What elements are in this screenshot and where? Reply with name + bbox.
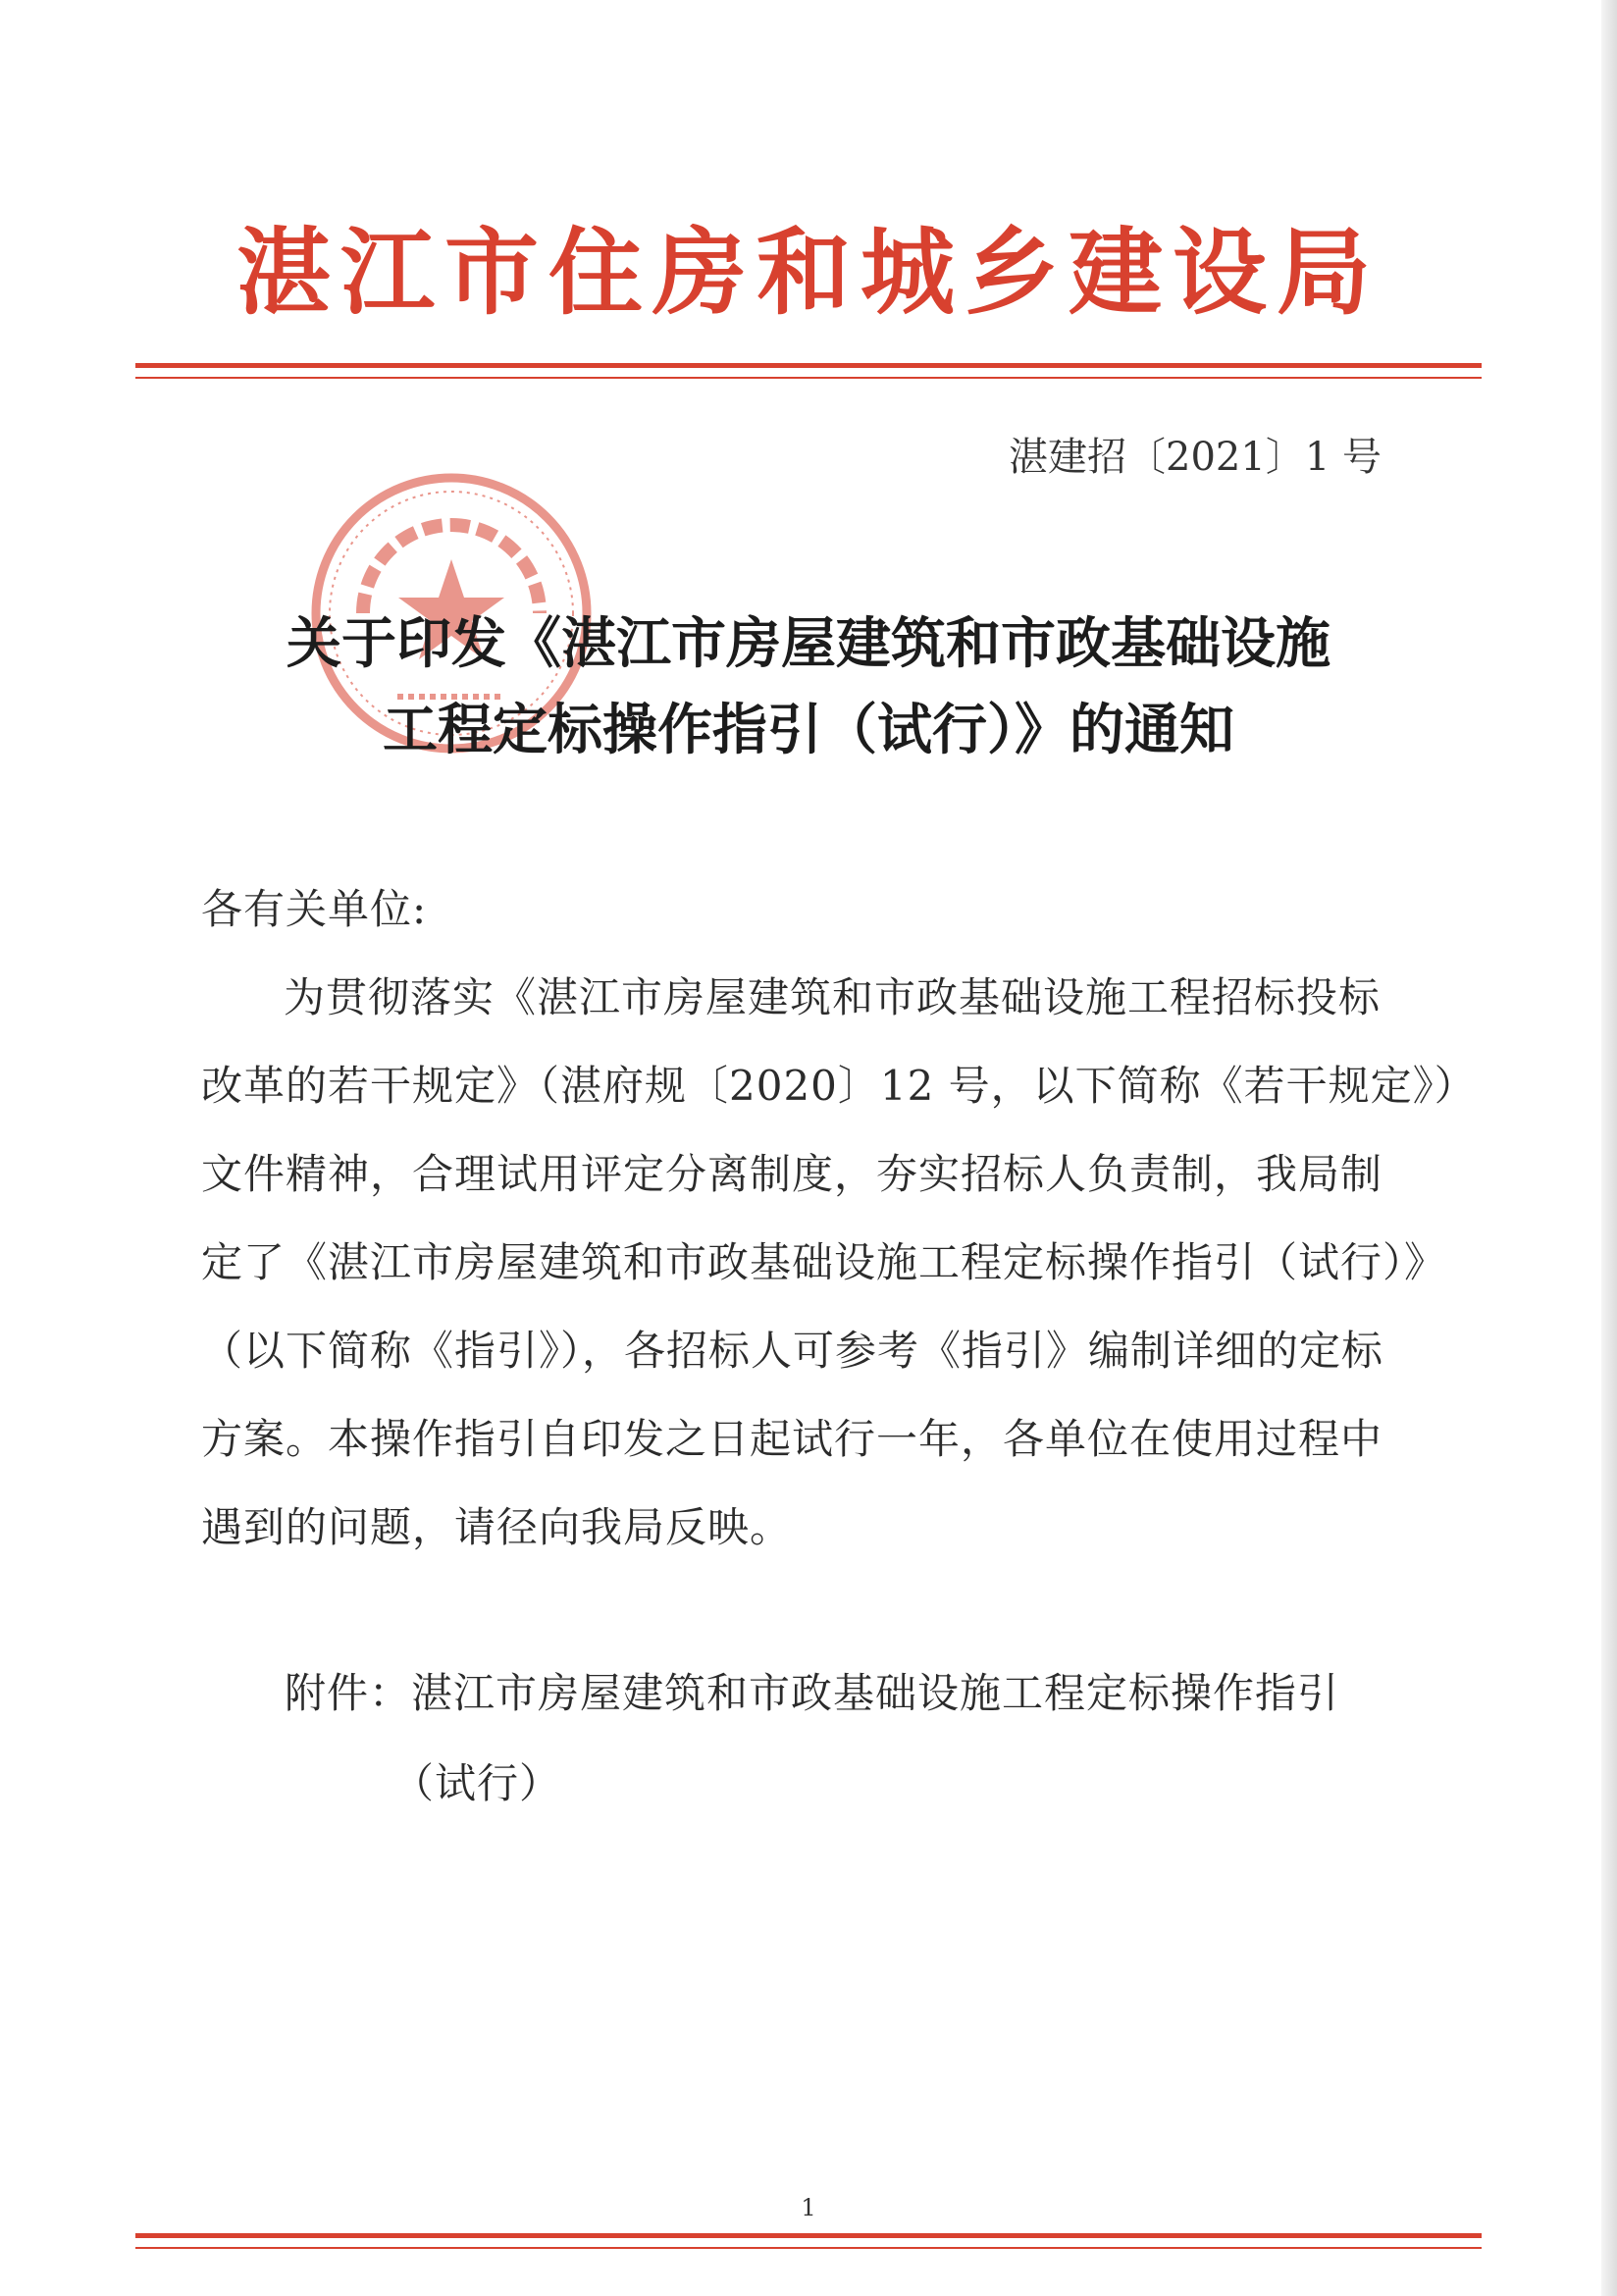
page-number: 1 <box>801 2194 816 2221</box>
footer-rule-thick <box>135 2233 1482 2238</box>
paragraph-line: 文件精神，合理试用评定分离制度，夯实招标人负责制，我局制 <box>201 1150 1383 1198</box>
body-paragraph <box>201 954 1477 1572</box>
paragraph-line: 改革的若干规定》（湛府规〔2020〕12 号，以下简称《若干规定》） <box>201 1062 1477 1110</box>
letterhead-rule-thick <box>135 363 1482 368</box>
paragraph-line: 方案。本操作指引自印发之日起试行一年，各单位在使用过程中 <box>201 1415 1383 1463</box>
document-title-line-2: 工程定标操作指引（试行）》的通知 <box>383 698 1234 762</box>
attachment-line-2: （试行） <box>392 1759 562 1807</box>
document-number: 湛建招〔2021〕1 号 <box>1009 435 1382 480</box>
document-title-line-1: 关于印发《湛江市房屋建筑和市政基础设施 <box>287 611 1330 676</box>
paragraph-line: 遇到的问题，请径向我局反映。 <box>201 1503 793 1551</box>
attachment-line-1: 附件：湛江市房屋建筑和市政基础设施工程定标操作指引 <box>285 1669 1340 1717</box>
paragraph-line: 为贯彻落实《湛江市房屋建筑和市政基础设施工程招标投标 <box>284 973 1382 1021</box>
letterhead-rule-thin <box>135 377 1482 379</box>
scan-edge-shadow <box>1601 0 1617 2296</box>
letterhead-org-name: 湛江市住房和城乡建设局 <box>236 217 1381 328</box>
paragraph-line: 定了《湛江市房屋建筑和市政基础设施工程定标操作指引（试行）》 <box>201 1238 1447 1286</box>
attachment-note <box>285 1648 1339 1829</box>
document-title <box>0 600 1617 773</box>
salutation: 各有关单位: <box>201 885 428 933</box>
paragraph-line: （以下简称《指引》），各招标人可参考《指引》编制详细的定标 <box>201 1327 1384 1375</box>
footer-rule-thin <box>135 2247 1482 2249</box>
